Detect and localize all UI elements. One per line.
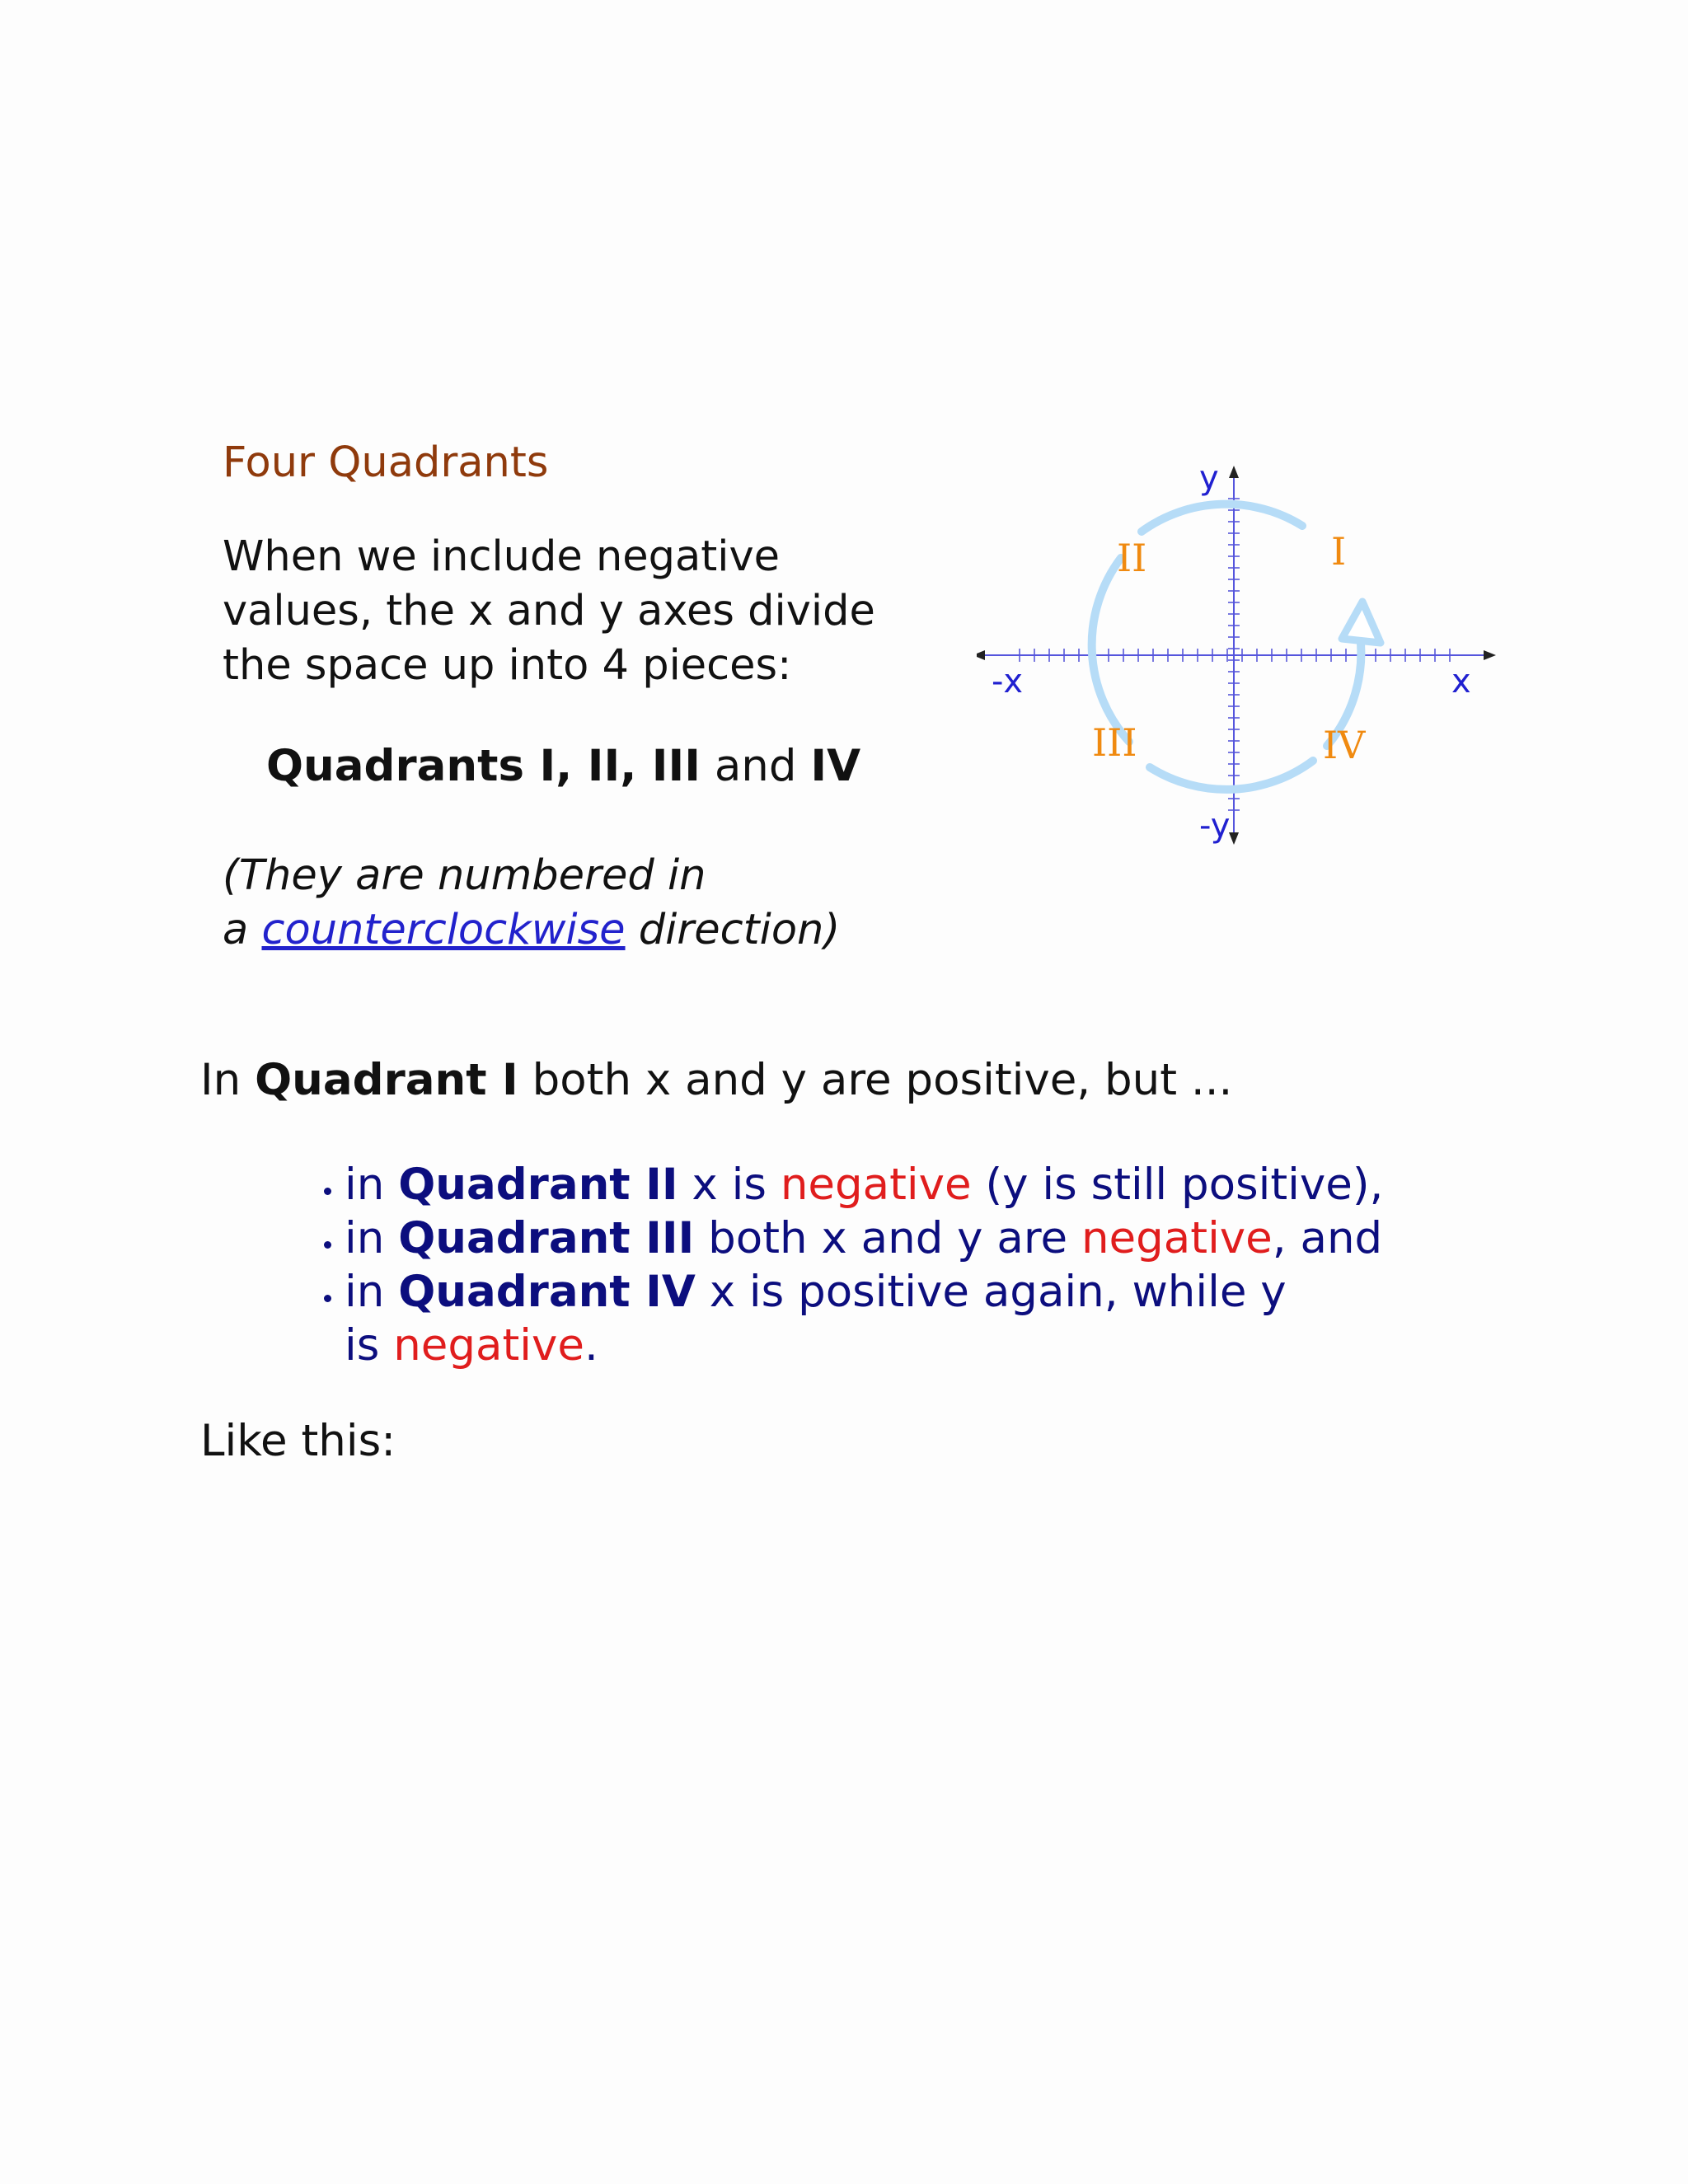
sentence-rest: both x and y are positive, but ... — [532, 1055, 1233, 1105]
like-this-text: Like this: — [200, 1416, 396, 1466]
bullet-quadrant: Quadrant III — [398, 1213, 695, 1263]
note-prefix: a — [223, 906, 249, 954]
intro-paragraph — [223, 530, 875, 693]
x-axis-arrow-left — [977, 650, 985, 660]
bullet-post: (y is still positive), — [985, 1160, 1384, 1210]
bullet-pre: in — [345, 1213, 385, 1263]
bullet-post: , and — [1272, 1213, 1383, 1263]
bullet-mid: x is positive again, while y — [709, 1267, 1287, 1317]
intro-line: values, the x and y axes divide — [223, 587, 875, 635]
list-item — [345, 1265, 1383, 1372]
quadrant-bullet-list — [280, 1158, 1383, 1372]
x-axis-arrow-right — [1484, 650, 1496, 660]
quadrant-iv-label: IV — [810, 741, 861, 791]
bullet-quadrant: Quadrant II — [398, 1160, 678, 1210]
numbering-note — [223, 849, 840, 958]
note-line-1: (They are numbered in — [223, 851, 706, 900]
note-suffix: direction) — [638, 906, 841, 954]
y-axis-arrow-down — [1229, 832, 1239, 845]
intro-line: When we include negative — [223, 532, 780, 581]
quadrants-list: Quadrants I, II, III — [266, 741, 701, 791]
sentence-prefix: In — [200, 1055, 241, 1105]
neg-y-axis-label: -y — [1199, 807, 1231, 845]
and-word: and — [714, 741, 797, 791]
sentence-quadrant: Quadrant I — [255, 1055, 518, 1105]
note-line-2 — [223, 903, 840, 958]
quadrant-i-sentence — [200, 1055, 1232, 1105]
bullet-mid: x is — [692, 1160, 767, 1210]
y-axis-arrow-up — [1229, 466, 1239, 478]
arc-i-ii — [1142, 504, 1302, 532]
list-item — [345, 1158, 1383, 1212]
negative-word: negative — [393, 1320, 585, 1371]
y-axis-label: y — [1199, 459, 1219, 497]
quadrants-statement — [266, 741, 860, 791]
list-item — [345, 1212, 1383, 1265]
negative-word: negative — [1081, 1213, 1273, 1263]
quadrant-iii-label: III — [1092, 720, 1137, 765]
intro-line: the space up into 4 pieces: — [223, 641, 792, 690]
bullet-mid: both x and y are — [708, 1213, 1068, 1263]
quadrant-iv-label: IV — [1323, 723, 1366, 767]
negative-word: negative — [780, 1160, 972, 1210]
quadrant-diagram — [977, 457, 1496, 853]
quadrant-ii-label: II — [1117, 536, 1147, 580]
arc-arrowhead — [1342, 602, 1381, 643]
quadrant-i-label: I — [1331, 529, 1347, 574]
bullet-post: . — [584, 1320, 598, 1371]
counterclockwise-link[interactable]: counterclockwise — [261, 906, 626, 954]
section-heading: Four Quadrants — [223, 438, 549, 487]
bullet-pre: in — [345, 1160, 385, 1210]
neg-x-axis-label: -x — [992, 663, 1024, 701]
x-axis-label: x — [1451, 663, 1471, 701]
bullet-line2: is — [345, 1320, 380, 1371]
bullet-quadrant: Quadrant IV — [398, 1267, 696, 1317]
bullet-pre: in — [345, 1267, 385, 1317]
